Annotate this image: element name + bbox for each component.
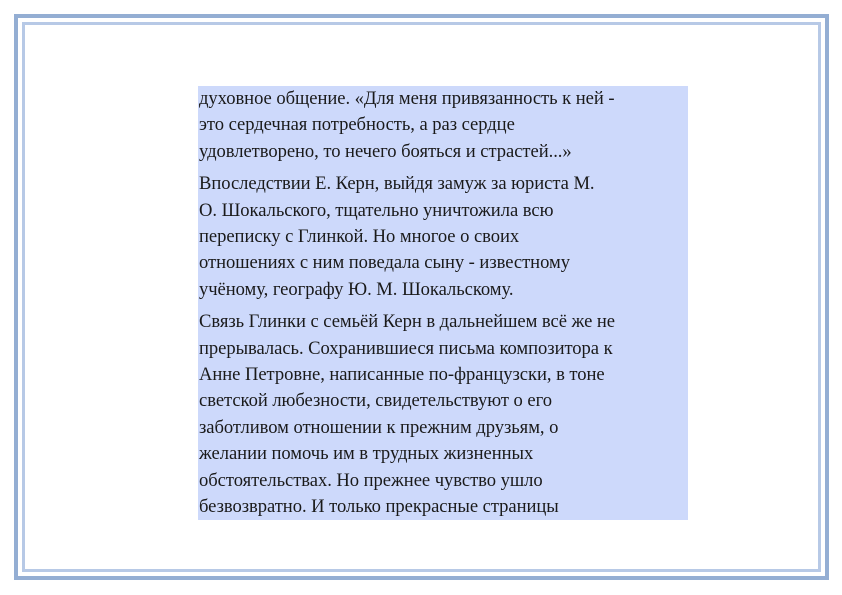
text-block [198, 86, 688, 520]
paragraph-1: духовное общение. «Для меня привязанность к ней - это сердечная потребность, а раз сердце удовлетворено, то нечего бояться и страстей...» [199, 88, 615, 162]
paragraph-3: Связь Глинки с семьёй Керн в дальнейшем всё же не прерывалась. Сохранившиеся письма композитора к Анне Петровне, написанные по-французски, в тоне светской любезности, свидетельствуют о его заботливом отношении к прежним друзьям, о желании помочь им в трудных жизненных обстоятельствах. Но прежнее чувство ушло безвозвратно. И только прекрасные страницы [199, 311, 615, 518]
paragraph-2: Впоследствии Е. Керн, выйдя замуж за юриста М. О. Шокальского, тщательно уничтожила всю переписку с Глинкой. Но многое о своих отношениях с ним поведала сыну - известному учёному, географу Ю. М. Шокальскому. [199, 173, 595, 300]
